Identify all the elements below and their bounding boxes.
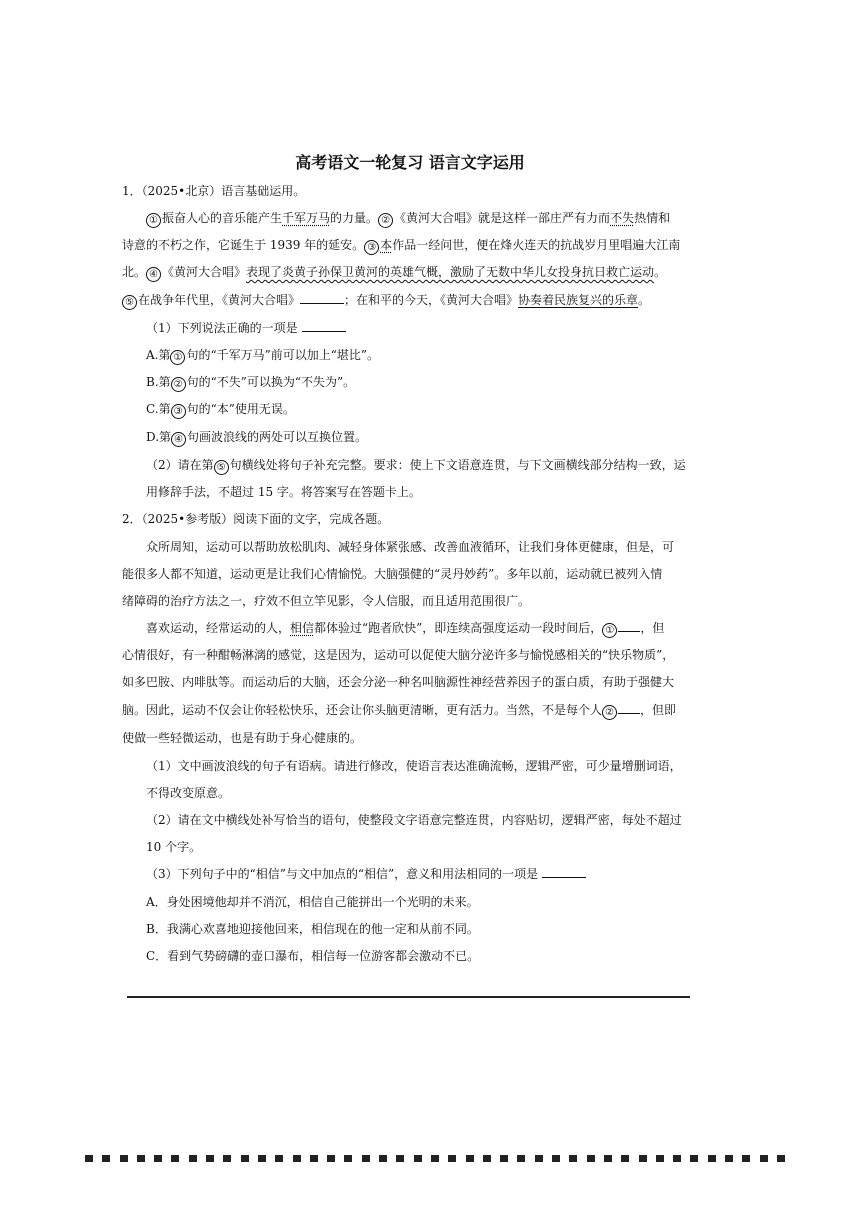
text-span: 热情和 xyxy=(634,211,671,225)
text-span: （3）下列句子中的“相信”与文中加点的“相信”，意义和用法相同的一项是 xyxy=(146,867,539,881)
footer-square xyxy=(587,1155,595,1162)
footer-square xyxy=(708,1155,716,1162)
q1-sub-question-2 xyxy=(146,456,686,475)
q2-passage-line-2: 能很多人都不知道，运动更是让我们心情愉悦。大脑强健的“灵丹妙药”。多年以前，运动就已被列入情 xyxy=(122,567,663,581)
text-span: 句画波浪线的两处可以互换位置。 xyxy=(187,430,368,444)
text-span: 诗意的不朽之作，它诞生于 1939 年的延安。 xyxy=(122,238,365,252)
circled-number: ③ xyxy=(171,404,186,419)
footer-square xyxy=(275,1155,283,1162)
fill-blank xyxy=(300,292,344,304)
footer-square xyxy=(673,1155,681,1162)
circled-number: ④ xyxy=(146,267,161,282)
q2-option-a: A．身处困境他却并不消沉，相信自己能拼出一个光明的未来。 xyxy=(146,895,479,909)
dotted-emphasis: 不失 xyxy=(610,211,635,225)
answer-blank xyxy=(302,320,346,332)
footer-square xyxy=(137,1155,145,1162)
fill-blank xyxy=(618,702,640,714)
section-divider xyxy=(127,996,690,998)
footer-square xyxy=(517,1155,525,1162)
text-span: 都体验过“跑者欣快”，即连续高强度运动一段时间后， xyxy=(314,621,603,635)
footer-square xyxy=(189,1155,197,1162)
footer-square xyxy=(310,1155,318,1162)
document-title: 高考语文一轮复习 语言文字运用 xyxy=(295,153,525,172)
q1-option-d xyxy=(146,428,367,447)
text-span: 《黄河大合唱》就是这样一部庄严有力而 xyxy=(394,211,611,225)
q2-passage-line-1: 众所周知，运动可以帮助放松肌肉、减轻身体紧张感、改善血液循环，让我们身体更健康，但是，可 xyxy=(146,540,675,554)
text-span: （2）请在第 xyxy=(146,458,214,472)
circled-number: ② xyxy=(171,377,186,392)
footer-square xyxy=(396,1155,404,1162)
footer-square xyxy=(414,1155,422,1162)
dotted-emphasis: 相信 xyxy=(290,621,315,635)
dotted-emphasis: 本 xyxy=(380,238,393,252)
footer-dotted-border xyxy=(85,1155,785,1163)
footer-square xyxy=(639,1155,647,1162)
footer-square xyxy=(535,1155,543,1162)
q2-passage-line-8: 使做一些轻微运动，也是有助于身心健康的。 xyxy=(122,731,363,745)
q1-option-a xyxy=(146,346,379,365)
wavy-underlined-text: 表现了炎黄子孙保卫黄河的英雄气概，激励了无数中华儿女投身抗日救亡运动 xyxy=(246,265,655,279)
footer-square xyxy=(621,1155,629,1162)
q2-sub-question-2-cont: 10 个字。 xyxy=(146,840,202,854)
answer-blank xyxy=(542,866,586,878)
fill-blank xyxy=(618,620,640,632)
text-span: 喜欢运动，经常运动的人， xyxy=(146,621,291,635)
circled-number: ① xyxy=(602,623,617,638)
footer-square xyxy=(293,1155,301,1162)
q2-sub-question-1: （1）文中画波浪线的句子有语病。请进行修改，使语言表达准确流畅，逻辑严密，可少量增删词语， xyxy=(146,759,682,773)
q2-passage-line-4 xyxy=(146,619,664,638)
footer-square xyxy=(500,1155,508,1162)
text-span: 振奋人心的音乐能产生 xyxy=(162,211,283,225)
footer-square xyxy=(223,1155,231,1162)
text-span: 。 xyxy=(638,293,651,307)
footer-square xyxy=(102,1155,110,1162)
footer-square xyxy=(258,1155,266,1162)
footer-square xyxy=(379,1155,387,1162)
text-span: 句的“千军万马”前可以加上“堪比”。 xyxy=(186,348,380,362)
footer-square xyxy=(448,1155,456,1162)
circled-number: ④ xyxy=(171,432,186,447)
q2-passage-line-7 xyxy=(122,701,676,720)
q2-passage-line-3: 绪障碍的治疗方法之一，疗效不但立竿见影，令人信服，而且适用范围很广。 xyxy=(122,594,531,608)
q1-sub-question-2-cont: 用修辞手法，不超过 15 字。将答案写在答题卡上。 xyxy=(146,485,421,499)
footer-square xyxy=(725,1155,733,1162)
text-span: 在战争年代里，《黄河大合唱》 xyxy=(138,293,301,307)
q2-option-c: C．看到气势磅礴的壶口瀑布，相信每一位游客都会激动不已。 xyxy=(146,949,480,963)
text-span: 句的“不失”可以换为“不失为”。 xyxy=(186,375,356,389)
footer-square xyxy=(656,1155,664,1162)
question-1-header: 1．（2025•北京）语言基础运用。 xyxy=(122,184,306,198)
footer-square xyxy=(327,1155,335,1162)
footer-square xyxy=(241,1155,249,1162)
footer-square xyxy=(344,1155,352,1162)
dotted-emphasis: 千军万马 xyxy=(282,211,331,225)
footer-square xyxy=(742,1155,750,1162)
footer-square xyxy=(362,1155,370,1162)
q1-option-b xyxy=(146,373,355,392)
underlined-text: 协奏着民族复兴的乐章 xyxy=(518,293,639,307)
footer-square xyxy=(206,1155,214,1162)
footer-square xyxy=(760,1155,768,1162)
footer-square xyxy=(569,1155,577,1162)
footer-square xyxy=(171,1155,179,1162)
q1-passage-line-3 xyxy=(122,263,666,282)
text-span: 北。 xyxy=(122,265,147,279)
footer-square xyxy=(85,1155,93,1162)
footer-square xyxy=(552,1155,560,1162)
text-span: 作品一经问世，便在烽火连天的抗战岁月里唱遍大江南 xyxy=(392,238,681,252)
circled-number: ② xyxy=(602,705,617,720)
q1-passage-line-1 xyxy=(146,209,670,228)
footer-square xyxy=(777,1155,785,1162)
text-span: C.第 xyxy=(146,402,171,416)
text-span: 句横线处将句子补充完整。要求：使上下文语意连贯，与下文画横线部分结构一致，运 xyxy=(229,458,686,472)
circled-number: ⑤ xyxy=(122,295,137,310)
q2-passage-line-6: 如多巴胺、内啡肽等。而运动后的大脑，还会分泌一种名叫脑源性神经营养因子的蛋白质，有助于强健大 xyxy=(122,675,675,689)
circled-number: ① xyxy=(170,350,185,365)
footer-square xyxy=(120,1155,128,1162)
text-span: B.第 xyxy=(146,375,171,389)
footer-square xyxy=(154,1155,162,1162)
q1-sub-question-1 xyxy=(146,319,346,337)
q1-passage-line-2 xyxy=(122,236,680,255)
footer-square xyxy=(690,1155,698,1162)
text-span: （1）下列说法正确的一项是 xyxy=(146,321,298,335)
text-span: ，但即 xyxy=(640,703,677,717)
text-span: ，但 xyxy=(640,621,665,635)
text-span: 句的“本”使用无误。 xyxy=(186,402,295,416)
circled-number: ③ xyxy=(364,240,379,255)
circled-number: ⑤ xyxy=(214,460,229,475)
q1-passage-line-4 xyxy=(122,291,650,310)
q2-sub-question-1-cont: 不得改变原意。 xyxy=(146,786,231,800)
circled-number: ② xyxy=(378,213,393,228)
text-span: 。 xyxy=(654,265,667,279)
circled-number: ① xyxy=(146,213,161,228)
q2-option-b: B．我满心欢喜地迎接他回来，相信现在的他一定和从前不同。 xyxy=(146,922,479,936)
text-span: ；在和平的今天，《黄河大合唱》 xyxy=(344,293,519,307)
footer-square xyxy=(466,1155,474,1162)
q1-option-c xyxy=(146,400,295,419)
q2-sub-question-2: （2）请在文中横线处补写恰当的语句，使整段文字语意完整连贯，内容贴切，逻辑严密，每处不超过 xyxy=(146,813,682,827)
footer-square xyxy=(431,1155,439,1162)
q2-passage-line-5: 心情很好，有一种酣畅淋漓的感觉，这是因为，运动可以促使大脑分泌许多与愉悦感相关的“快乐物质”， xyxy=(122,648,675,662)
text-span: 《黄河大合唱》 xyxy=(162,265,247,279)
q2-sub-question-3 xyxy=(146,865,586,883)
footer-square xyxy=(604,1155,612,1162)
text-span: 的力量。 xyxy=(330,211,379,225)
text-span: 脑。因此，运动不仅会让你轻松快乐，还会让你头脑更清晰，更有活力。当然，不是每个人 xyxy=(122,703,603,717)
text-span: D.第 xyxy=(146,430,172,444)
question-2-header: 2．（2025•参考版）阅读下面的文字，完成各题。 xyxy=(122,512,390,526)
text-span: A.第 xyxy=(146,348,171,362)
footer-square xyxy=(483,1155,491,1162)
